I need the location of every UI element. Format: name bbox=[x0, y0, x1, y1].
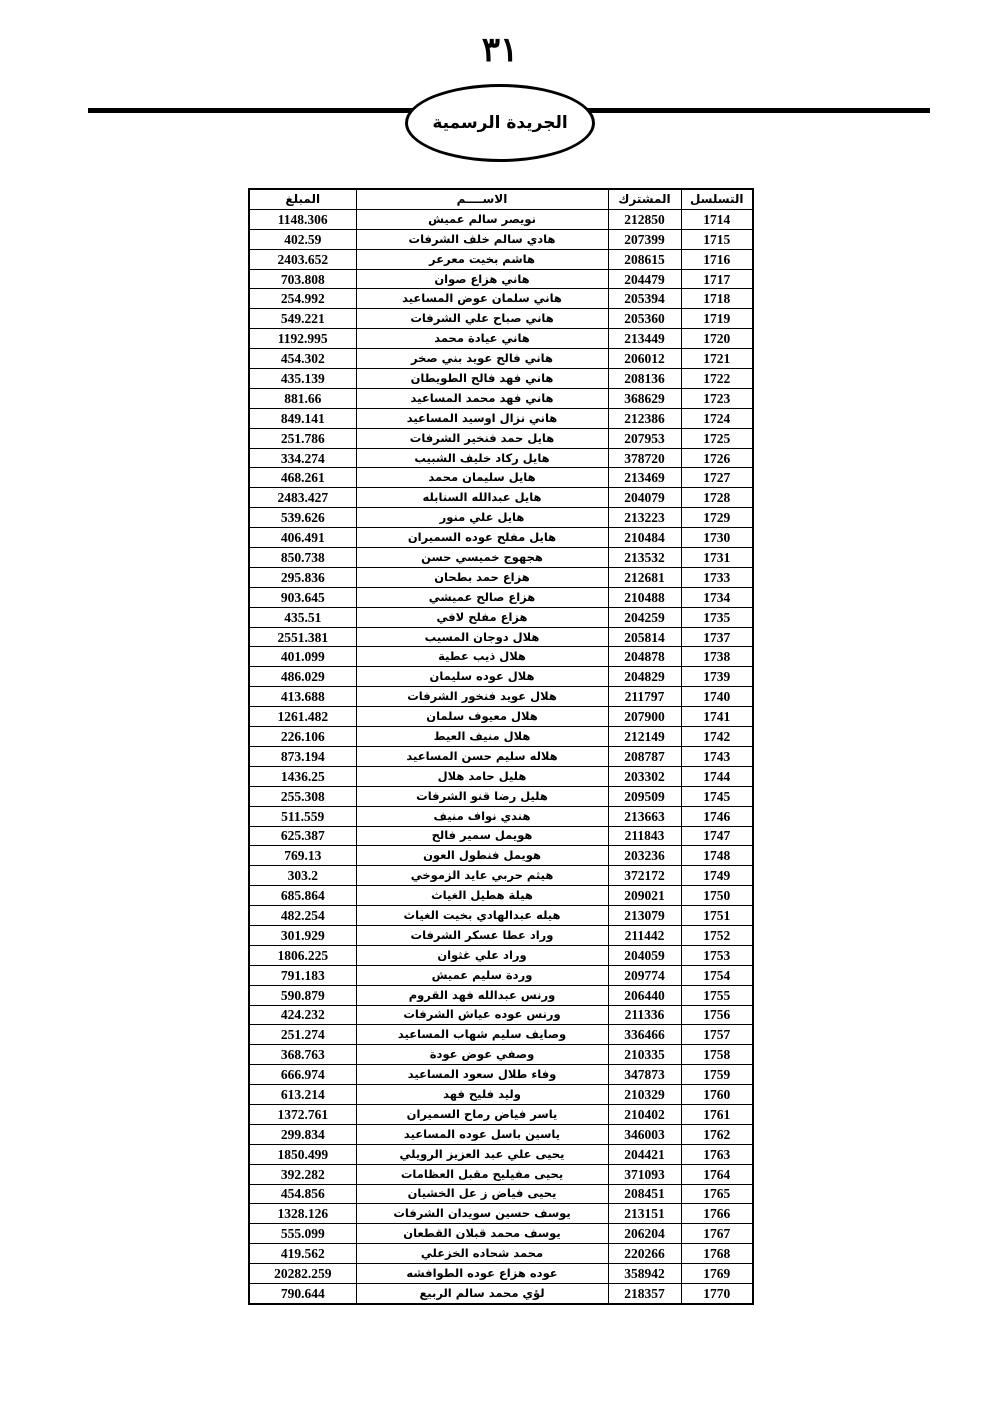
cell-amount: 368.763 bbox=[249, 1045, 356, 1065]
table-row bbox=[249, 488, 753, 508]
cell-name: هايل مفلح عوده السميران bbox=[356, 528, 608, 548]
cell-amount: 20282.259 bbox=[249, 1264, 356, 1284]
table-row bbox=[249, 1164, 753, 1184]
cell-name: ياسين باسل عوده المساعيد bbox=[356, 1124, 608, 1144]
table-row bbox=[249, 1085, 753, 1105]
cell-serial: 1744 bbox=[681, 766, 753, 786]
cell-serial: 1757 bbox=[681, 1025, 753, 1045]
cell-name: هايل عبدالله السنابله bbox=[356, 488, 608, 508]
table-row bbox=[249, 1065, 753, 1085]
cell-subscriber: 208787 bbox=[608, 746, 681, 766]
cell-amount: 334.274 bbox=[249, 448, 356, 468]
cell-serial: 1755 bbox=[681, 985, 753, 1005]
cell-subscriber: 213469 bbox=[608, 468, 681, 488]
table-row bbox=[249, 269, 753, 289]
cell-name: يحيى مفيليح مقبل العظامات bbox=[356, 1164, 608, 1184]
cell-serial: 1716 bbox=[681, 249, 753, 269]
table-row bbox=[249, 408, 753, 428]
cell-subscriber: 206440 bbox=[608, 985, 681, 1005]
table-row bbox=[249, 1204, 753, 1224]
table-row bbox=[249, 826, 753, 846]
cell-name: هزاع مفلح لافي bbox=[356, 607, 608, 627]
cell-subscriber: 212149 bbox=[608, 727, 681, 747]
cell-subscriber: 358942 bbox=[608, 1264, 681, 1284]
cell-serial: 1758 bbox=[681, 1045, 753, 1065]
cell-amount: 419.562 bbox=[249, 1244, 356, 1264]
cell-name: هزاع حمد بطحان bbox=[356, 567, 608, 587]
cell-name: هويمل فنطول العون bbox=[356, 846, 608, 866]
cell-subscriber: 207399 bbox=[608, 229, 681, 249]
cell-serial: 1729 bbox=[681, 508, 753, 528]
cell-subscriber: 210335 bbox=[608, 1045, 681, 1065]
cell-serial: 1765 bbox=[681, 1184, 753, 1204]
cell-name: ورنس عوده عياش الشرفات bbox=[356, 1005, 608, 1025]
cell-subscriber: 208136 bbox=[608, 369, 681, 389]
cell-amount: 401.099 bbox=[249, 647, 356, 667]
cell-subscriber: 211336 bbox=[608, 1005, 681, 1025]
cell-name: وصفي عوض عودة bbox=[356, 1045, 608, 1065]
cell-name: هلال منيف العيط bbox=[356, 727, 608, 747]
cell-amount: 1850.499 bbox=[249, 1144, 356, 1164]
table-row bbox=[249, 667, 753, 687]
cell-name: وراد علي غثوان bbox=[356, 945, 608, 965]
cell-name: وردة سليم عميش bbox=[356, 965, 608, 985]
cell-serial: 1735 bbox=[681, 607, 753, 627]
cell-name: يحيى علي عبد العزيز الرويلي bbox=[356, 1144, 608, 1164]
cell-serial: 1731 bbox=[681, 548, 753, 568]
table-row bbox=[249, 388, 753, 408]
cell-amount: 482.254 bbox=[249, 906, 356, 926]
table-row bbox=[249, 707, 753, 727]
cell-subscriber: 372172 bbox=[608, 866, 681, 886]
cell-subscriber: 204259 bbox=[608, 607, 681, 627]
cell-name: وراد عطا عسكر الشرفات bbox=[356, 925, 608, 945]
table-row bbox=[249, 567, 753, 587]
cell-name: هلال دوجان المسيب bbox=[356, 627, 608, 647]
cell-name: لؤي محمد سالم الربيع bbox=[356, 1283, 608, 1303]
cell-subscriber: 207953 bbox=[608, 428, 681, 448]
cell-amount: 1261.482 bbox=[249, 707, 356, 727]
table-row bbox=[249, 766, 753, 786]
cell-subscriber: 213151 bbox=[608, 1204, 681, 1224]
cell-amount: 881.66 bbox=[249, 388, 356, 408]
cell-subscriber: 205360 bbox=[608, 309, 681, 329]
table-row bbox=[249, 846, 753, 866]
table-row bbox=[249, 1244, 753, 1264]
cell-name: هويمل سمير فالح bbox=[356, 826, 608, 846]
cell-subscriber: 213663 bbox=[608, 806, 681, 826]
cell-subscriber: 204059 bbox=[608, 945, 681, 965]
cell-name: هاني فهد فالح الطويطان bbox=[356, 369, 608, 389]
cell-subscriber: 204079 bbox=[608, 488, 681, 508]
cell-serial: 1750 bbox=[681, 886, 753, 906]
cell-subscriber: 371093 bbox=[608, 1164, 681, 1184]
cell-subscriber: 206204 bbox=[608, 1224, 681, 1244]
cell-name: هادي سالم خلف الشرفات bbox=[356, 229, 608, 249]
cell-subscriber: 213079 bbox=[608, 906, 681, 926]
cell-amount: 392.282 bbox=[249, 1164, 356, 1184]
cell-amount: 849.141 bbox=[249, 408, 356, 428]
cell-serial: 1714 bbox=[681, 209, 753, 229]
cell-amount: 2403.652 bbox=[249, 249, 356, 269]
cell-amount: 555.099 bbox=[249, 1224, 356, 1244]
cell-serial: 1751 bbox=[681, 906, 753, 926]
cell-subscriber: 204829 bbox=[608, 667, 681, 687]
cell-serial: 1767 bbox=[681, 1224, 753, 1244]
cell-amount: 685.864 bbox=[249, 886, 356, 906]
cell-amount: 468.261 bbox=[249, 468, 356, 488]
cell-serial: 1768 bbox=[681, 1244, 753, 1264]
cell-name: هاني هزاع صوان bbox=[356, 269, 608, 289]
cell-amount: 2483.427 bbox=[249, 488, 356, 508]
header-amount: المبلغ bbox=[249, 189, 356, 209]
cell-serial: 1752 bbox=[681, 925, 753, 945]
table-row bbox=[249, 349, 753, 369]
cell-subscriber: 212386 bbox=[608, 408, 681, 428]
masthead-oval bbox=[405, 84, 595, 162]
cell-subscriber: 207900 bbox=[608, 707, 681, 727]
cell-subscriber: 211797 bbox=[608, 687, 681, 707]
cell-name: هاشم بخيت معرعر bbox=[356, 249, 608, 269]
page-number: ٣١ bbox=[481, 30, 519, 70]
cell-subscriber: 203236 bbox=[608, 846, 681, 866]
cell-name: هايل سليمان محمد bbox=[356, 468, 608, 488]
cell-subscriber: 204479 bbox=[608, 269, 681, 289]
cell-serial: 1727 bbox=[681, 468, 753, 488]
cell-serial: 1717 bbox=[681, 269, 753, 289]
cell-subscriber: 205814 bbox=[608, 627, 681, 647]
cell-amount: 873.194 bbox=[249, 746, 356, 766]
cell-name: وصايف سليم شهاب المساعيد bbox=[356, 1025, 608, 1045]
cell-subscriber: 203302 bbox=[608, 766, 681, 786]
cell-subscriber: 347873 bbox=[608, 1065, 681, 1085]
cell-amount: 666.974 bbox=[249, 1065, 356, 1085]
cell-subscriber: 213532 bbox=[608, 548, 681, 568]
table-row bbox=[249, 886, 753, 906]
cell-amount: 454.302 bbox=[249, 349, 356, 369]
cell-serial: 1720 bbox=[681, 329, 753, 349]
cell-serial: 1763 bbox=[681, 1144, 753, 1164]
cell-subscriber: 211843 bbox=[608, 826, 681, 846]
cell-amount: 251.786 bbox=[249, 428, 356, 448]
table-row bbox=[249, 289, 753, 309]
cell-name: هايل حمد فنخير الشرفات bbox=[356, 428, 608, 448]
table-row bbox=[249, 647, 753, 667]
table-row bbox=[249, 1283, 753, 1303]
cell-amount: 255.308 bbox=[249, 786, 356, 806]
table-row bbox=[249, 786, 753, 806]
table-row bbox=[249, 1144, 753, 1164]
cell-subscriber: 210329 bbox=[608, 1085, 681, 1105]
table-row bbox=[249, 1045, 753, 1065]
cell-amount: 703.808 bbox=[249, 269, 356, 289]
cell-serial: 1770 bbox=[681, 1283, 753, 1303]
cell-name: هايل ركاد خليف الشبيب bbox=[356, 448, 608, 468]
table-row bbox=[249, 448, 753, 468]
cell-name: وليد فليح فهد bbox=[356, 1085, 608, 1105]
cell-subscriber: 209774 bbox=[608, 965, 681, 985]
table-row bbox=[249, 906, 753, 926]
cell-subscriber: 209509 bbox=[608, 786, 681, 806]
cell-amount: 424.232 bbox=[249, 1005, 356, 1025]
cell-serial: 1715 bbox=[681, 229, 753, 249]
subscriber-table bbox=[248, 188, 754, 1305]
table-row bbox=[249, 1005, 753, 1025]
table-body bbox=[249, 209, 753, 1303]
cell-amount: 299.834 bbox=[249, 1124, 356, 1144]
cell-name: هاني عيادة محمد bbox=[356, 329, 608, 349]
cell-name: هاني سلمان عوض المساعيد bbox=[356, 289, 608, 309]
cell-serial: 1756 bbox=[681, 1005, 753, 1025]
cell-serial: 1749 bbox=[681, 866, 753, 886]
table-row bbox=[249, 627, 753, 647]
table-row bbox=[249, 468, 753, 488]
cell-subscriber: 205394 bbox=[608, 289, 681, 309]
table-row bbox=[249, 985, 753, 1005]
cell-serial: 1769 bbox=[681, 1264, 753, 1284]
cell-serial: 1753 bbox=[681, 945, 753, 965]
cell-name: عوده هزاع عوده الطوافشه bbox=[356, 1264, 608, 1284]
cell-subscriber: 336466 bbox=[608, 1025, 681, 1045]
table-row bbox=[249, 508, 753, 528]
cell-serial: 1723 bbox=[681, 388, 753, 408]
cell-amount: 226.106 bbox=[249, 727, 356, 747]
cell-subscriber: 210488 bbox=[608, 587, 681, 607]
table-row bbox=[249, 727, 753, 747]
cell-subscriber: 212850 bbox=[608, 209, 681, 229]
cell-subscriber: 208451 bbox=[608, 1184, 681, 1204]
cell-amount: 435.139 bbox=[249, 369, 356, 389]
cell-name: هندي نواف منيف bbox=[356, 806, 608, 826]
cell-serial: 1743 bbox=[681, 746, 753, 766]
cell-amount: 1806.225 bbox=[249, 945, 356, 965]
cell-subscriber: 204421 bbox=[608, 1144, 681, 1164]
cell-subscriber: 346003 bbox=[608, 1124, 681, 1144]
cell-amount: 625.387 bbox=[249, 826, 356, 846]
cell-amount: 1192.995 bbox=[249, 329, 356, 349]
table-row bbox=[249, 866, 753, 886]
table-row bbox=[249, 806, 753, 826]
cell-serial: 1721 bbox=[681, 349, 753, 369]
cell-serial: 1745 bbox=[681, 786, 753, 806]
cell-serial: 1728 bbox=[681, 488, 753, 508]
cell-serial: 1754 bbox=[681, 965, 753, 985]
cell-amount: 301.929 bbox=[249, 925, 356, 945]
cell-serial: 1718 bbox=[681, 289, 753, 309]
cell-amount: 295.836 bbox=[249, 567, 356, 587]
cell-serial: 1762 bbox=[681, 1124, 753, 1144]
cell-name: هايل علي منور bbox=[356, 508, 608, 528]
cell-name: هيثم حربي عايد الزموخي bbox=[356, 866, 608, 886]
cell-serial: 1719 bbox=[681, 309, 753, 329]
cell-name: ورنس عبدالله فهد القروم bbox=[356, 985, 608, 1005]
table-row bbox=[249, 329, 753, 349]
cell-serial: 1726 bbox=[681, 448, 753, 468]
cell-serial: 1722 bbox=[681, 369, 753, 389]
cell-amount: 486.029 bbox=[249, 667, 356, 687]
cell-subscriber: 212681 bbox=[608, 567, 681, 587]
table-row bbox=[249, 369, 753, 389]
cell-serial: 1740 bbox=[681, 687, 753, 707]
table-row bbox=[249, 1104, 753, 1124]
table-row bbox=[249, 945, 753, 965]
cell-amount: 1436.25 bbox=[249, 766, 356, 786]
cell-amount: 251.274 bbox=[249, 1025, 356, 1045]
table-row bbox=[249, 965, 753, 985]
cell-serial: 1742 bbox=[681, 727, 753, 747]
cell-subscriber: 210402 bbox=[608, 1104, 681, 1124]
cell-serial: 1760 bbox=[681, 1085, 753, 1105]
table-row bbox=[249, 309, 753, 329]
cell-amount: 903.645 bbox=[249, 587, 356, 607]
cell-serial: 1724 bbox=[681, 408, 753, 428]
masthead-title: الجريدة الرسمية bbox=[432, 113, 568, 133]
cell-serial: 1739 bbox=[681, 667, 753, 687]
cell-name: هلال معيوف سلمان bbox=[356, 707, 608, 727]
cell-amount: 2551.381 bbox=[249, 627, 356, 647]
cell-amount: 413.688 bbox=[249, 687, 356, 707]
table-row bbox=[249, 528, 753, 548]
cell-subscriber: 206012 bbox=[608, 349, 681, 369]
table-row bbox=[249, 1184, 753, 1204]
cell-subscriber: 213223 bbox=[608, 508, 681, 528]
cell-serial: 1746 bbox=[681, 806, 753, 826]
cell-name: هلال ذيب عطية bbox=[356, 647, 608, 667]
header-serial: التسلسل bbox=[681, 189, 753, 209]
cell-amount: 454.856 bbox=[249, 1184, 356, 1204]
cell-serial: 1766 bbox=[681, 1204, 753, 1224]
cell-amount: 769.13 bbox=[249, 846, 356, 866]
table-row bbox=[249, 1264, 753, 1284]
cell-name: هاني فهد محمد المساعيد bbox=[356, 388, 608, 408]
cell-serial: 1730 bbox=[681, 528, 753, 548]
table-row bbox=[249, 607, 753, 627]
table-row bbox=[249, 229, 753, 249]
cell-amount: 402.59 bbox=[249, 229, 356, 249]
table-row bbox=[249, 548, 753, 568]
cell-amount: 590.879 bbox=[249, 985, 356, 1005]
cell-name: محمد شحاده الخزعلي bbox=[356, 1244, 608, 1264]
cell-subscriber: 210484 bbox=[608, 528, 681, 548]
cell-amount: 613.214 bbox=[249, 1085, 356, 1105]
table-row bbox=[249, 1124, 753, 1144]
cell-name: هاني فالح عويد بني صخر bbox=[356, 349, 608, 369]
cell-serial: 1725 bbox=[681, 428, 753, 448]
cell-name: يوسف محمد قبلان القطعان bbox=[356, 1224, 608, 1244]
table-row bbox=[249, 587, 753, 607]
table-row bbox=[249, 428, 753, 448]
cell-name: هجهوج خميسي حسن bbox=[356, 548, 608, 568]
header-name: الاســــم bbox=[356, 189, 608, 209]
table-row bbox=[249, 249, 753, 269]
cell-serial: 1734 bbox=[681, 587, 753, 607]
cell-name: يوسف حسين سويدان الشرفات bbox=[356, 1204, 608, 1224]
cell-name: هليل حامد هلال bbox=[356, 766, 608, 786]
cell-name: يحيى فياض ز عل الخشيان bbox=[356, 1184, 608, 1204]
cell-serial: 1748 bbox=[681, 846, 753, 866]
cell-subscriber: 211442 bbox=[608, 925, 681, 945]
cell-amount: 539.626 bbox=[249, 508, 356, 528]
table-row bbox=[249, 1025, 753, 1045]
cell-subscriber: 218357 bbox=[608, 1283, 681, 1303]
cell-name: هاني نزال اوسيد المساعيد bbox=[356, 408, 608, 428]
cell-name: نويصر سالم عميش bbox=[356, 209, 608, 229]
cell-name: هلال عويد فنخور الشرفات bbox=[356, 687, 608, 707]
table-row bbox=[249, 746, 753, 766]
cell-serial: 1759 bbox=[681, 1065, 753, 1085]
cell-serial: 1761 bbox=[681, 1104, 753, 1124]
cell-serial: 1737 bbox=[681, 627, 753, 647]
cell-serial: 1747 bbox=[681, 826, 753, 846]
cell-amount: 790.644 bbox=[249, 1283, 356, 1303]
cell-amount: 406.491 bbox=[249, 528, 356, 548]
cell-name: هيلة هطيل الغياث bbox=[356, 886, 608, 906]
cell-serial: 1738 bbox=[681, 647, 753, 667]
cell-name: وفاء طلال سعود المساعيد bbox=[356, 1065, 608, 1085]
table-row bbox=[249, 1224, 753, 1244]
cell-serial: 1733 bbox=[681, 567, 753, 587]
cell-name: هزاع صالح عميشي bbox=[356, 587, 608, 607]
table-row bbox=[249, 687, 753, 707]
cell-amount: 1372.761 bbox=[249, 1104, 356, 1124]
cell-subscriber: 204878 bbox=[608, 647, 681, 667]
table-row bbox=[249, 209, 753, 229]
cell-amount: 254.992 bbox=[249, 289, 356, 309]
cell-name: هلاله سليم حسن المساعيد bbox=[356, 746, 608, 766]
table-header-row bbox=[249, 189, 753, 209]
cell-name: هليل رضا قنو الشرفات bbox=[356, 786, 608, 806]
cell-amount: 1148.306 bbox=[249, 209, 356, 229]
cell-amount: 850.738 bbox=[249, 548, 356, 568]
cell-amount: 549.221 bbox=[249, 309, 356, 329]
table-row bbox=[249, 925, 753, 945]
cell-subscriber: 378720 bbox=[608, 448, 681, 468]
cell-name: ياسر فياض رماح السميران bbox=[356, 1104, 608, 1124]
cell-serial: 1741 bbox=[681, 707, 753, 727]
cell-name: هلال عوده سليمان bbox=[356, 667, 608, 687]
cell-amount: 435.51 bbox=[249, 607, 356, 627]
header-subscriber: المشترك bbox=[608, 189, 681, 209]
cell-amount: 1328.126 bbox=[249, 1204, 356, 1224]
cell-serial: 1764 bbox=[681, 1164, 753, 1184]
cell-subscriber: 213449 bbox=[608, 329, 681, 349]
cell-name: هيله عبدالهادي بخيت الغياث bbox=[356, 906, 608, 926]
cell-amount: 303.2 bbox=[249, 866, 356, 886]
cell-subscriber: 208615 bbox=[608, 249, 681, 269]
cell-subscriber: 220266 bbox=[608, 1244, 681, 1264]
cell-subscriber: 209021 bbox=[608, 886, 681, 906]
cell-name: هاني صباح علي الشرفات bbox=[356, 309, 608, 329]
cell-amount: 511.559 bbox=[249, 806, 356, 826]
cell-amount: 791.183 bbox=[249, 965, 356, 985]
cell-subscriber: 368629 bbox=[608, 388, 681, 408]
